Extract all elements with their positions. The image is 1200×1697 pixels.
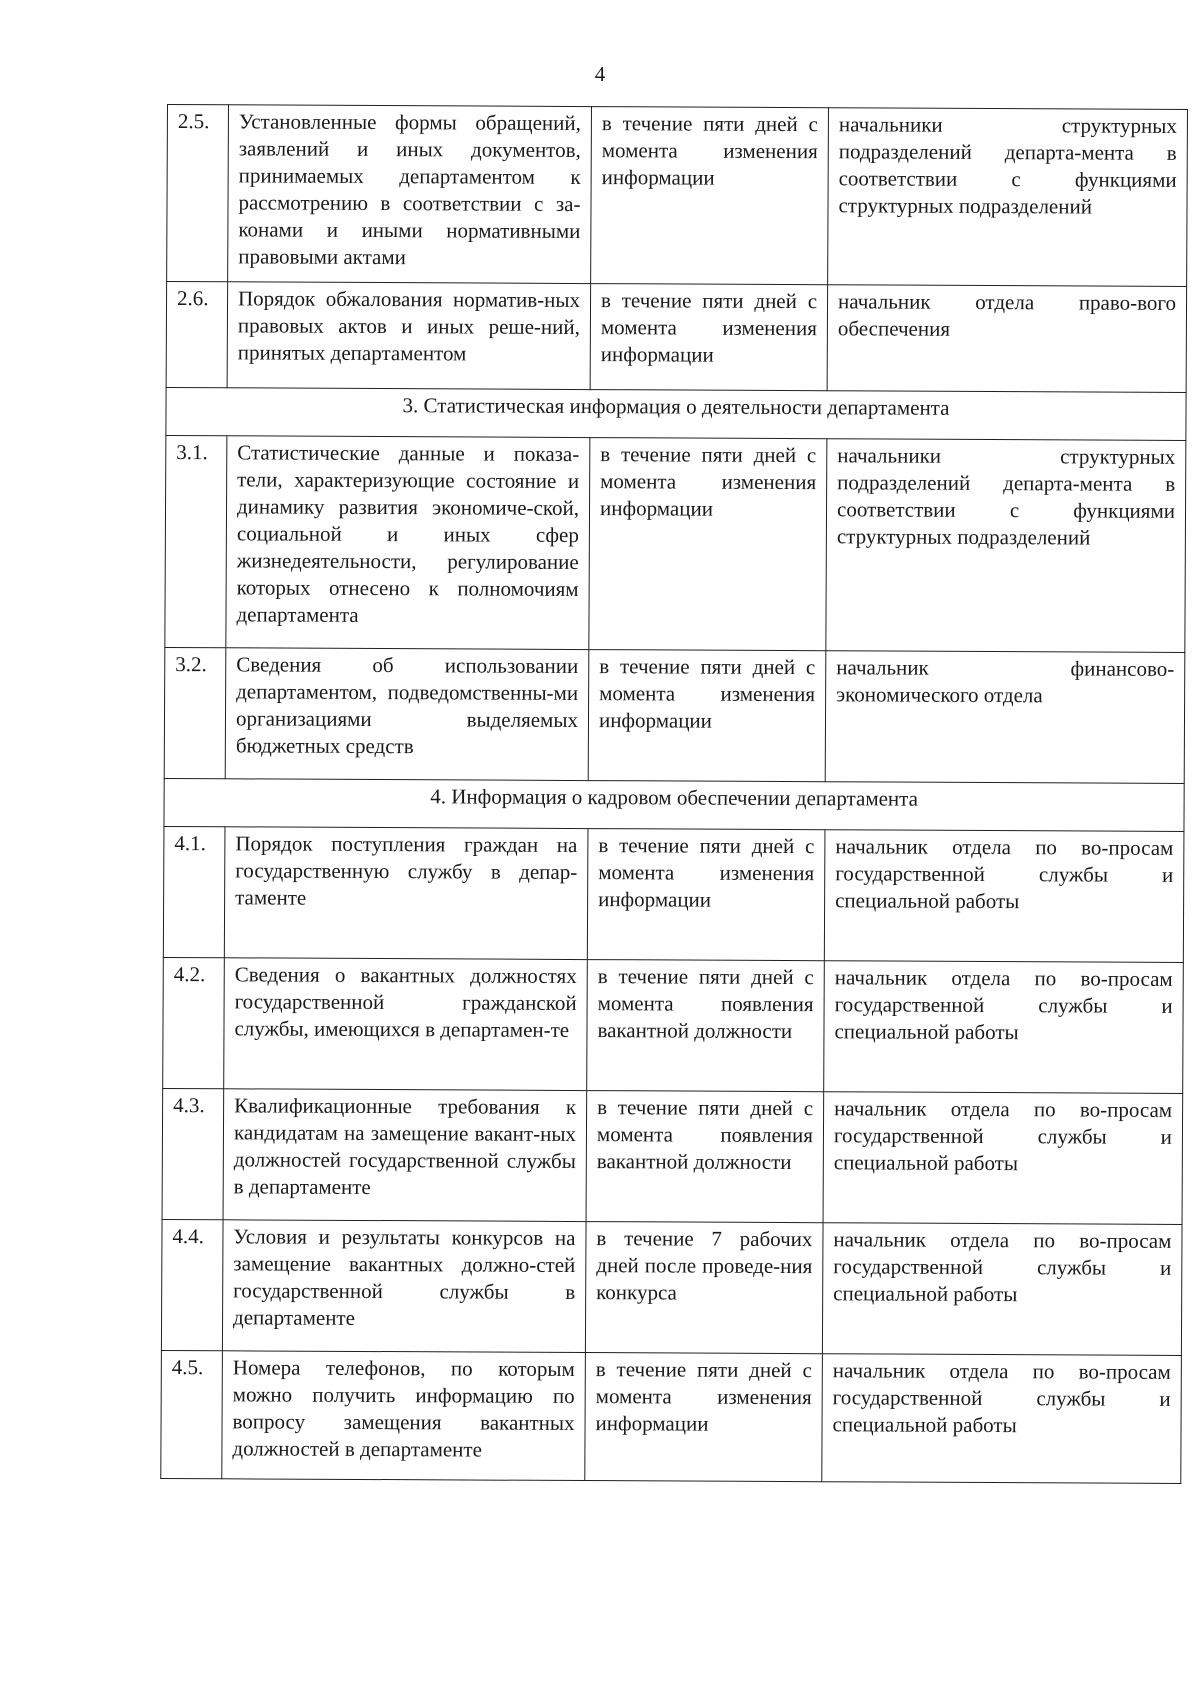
item-deadline: в течение пяти дней с момента изменения информации: [591, 107, 829, 285]
item-deadline: в течение пяти дней с момента изменения информации: [588, 650, 826, 782]
table-row: [163, 957, 1184, 1093]
item-number: 4.3.: [162, 1088, 224, 1219]
item-description: Номера телефонов, по которым можно получить информацию по вопросу замещения вакантных должностей в департаменте: [222, 1351, 586, 1481]
section-row: [164, 778, 1184, 831]
item-deadline: в течение пяти дней с момента изменения информации: [590, 284, 828, 391]
item-responsible: начальники структурных подразделений департа-мента в соответствии с функциями структурных подразделений: [826, 439, 1186, 653]
table-row: [165, 435, 1186, 652]
item-description: Квалификационные требования к кандидатам на замещение вакант-ных должностей государственной службы в департаменте: [223, 1089, 587, 1222]
item-deadline: в течение пяти дней с момента изменения информации: [589, 438, 827, 651]
page-number: 4: [594, 62, 606, 86]
table-row: [166, 282, 1187, 393]
table-row: [164, 647, 1185, 783]
section-heading: 3. Статистическая информация о деятельности департамента: [166, 387, 1186, 440]
table-row: [161, 1219, 1182, 1355]
item-description: Условия и результаты конкурсов на замещение вакантных должно-стей государственной службы в департаменте: [222, 1220, 586, 1353]
item-responsible: начальник отдела по во-просам государственной службы и специальной работы: [823, 1092, 1183, 1225]
item-deadline: в течение пяти дней с момента появления вакантной должности: [587, 960, 825, 1092]
item-responsible: начальник отдела по во-просам государственной службы и специальной работы: [824, 830, 1184, 963]
table-row: [167, 105, 1188, 287]
item-responsible: начальник финансово-экономического отдела: [825, 651, 1185, 784]
item-deadline: в течение пяти дней с момента изменения информации: [585, 1353, 823, 1482]
item-description: Порядок обжалования норматив-ных правовых актов и иных реше-ний, принятых департаментом: [227, 282, 591, 390]
information-table: [160, 104, 1188, 1484]
item-description: Порядок поступления граждан на государственную службу в депар-таменте: [224, 827, 588, 960]
item-number: 4.4.: [161, 1219, 223, 1350]
table-row: [162, 1088, 1183, 1224]
item-number: 4.2.: [163, 957, 225, 1088]
item-description: Сведения о вакантных должностях государственной гражданской службы, имеющихся в департамен-те: [224, 958, 588, 1091]
table-row: [163, 826, 1184, 962]
item-deadline: в течение 7 рабочих дней после проведе-ния конкурса: [585, 1222, 823, 1354]
item-deadline: в течение пяти дней с момента изменения информации: [587, 829, 825, 961]
item-responsible: начальник отдела по во-просам государственной службы и специальной работы: [824, 961, 1184, 1094]
item-number: 3.1.: [165, 435, 227, 647]
item-responsible: начальник отдела по во-просам государственной службы и специальной работы: [822, 1223, 1182, 1356]
section-heading: 4. Информация о кадровом обеспечении департамента: [164, 778, 1184, 831]
item-responsible: начальники структурных подразделений департа-мента в соответствии с функциями структурных подразделений: [828, 108, 1188, 287]
item-description: Установленные формы обращений, заявлений и иных документов, принимаемых департаментом к рассмотрению в соответствии с за-конами и иными нормативными правовыми актами: [228, 105, 592, 284]
item-deadline: в течение пяти дней с момента появления вакантной должности: [586, 1091, 824, 1223]
item-number: 2.6.: [166, 282, 228, 388]
item-number: 4.5.: [161, 1350, 223, 1478]
item-description: Сведения об использовании департаментом, подведомственны-ми организациями выделяемых бюджетных средств: [225, 648, 589, 781]
table-row: [161, 1350, 1182, 1483]
item-responsible: начальник отдела право-вого обеспечения: [827, 285, 1187, 393]
item-number: 2.5.: [167, 105, 229, 282]
item-responsible: начальник отдела по во-просам государственной службы и специальной работы: [822, 1354, 1182, 1484]
item-number: 3.2.: [164, 647, 226, 778]
section-row: [166, 387, 1186, 440]
item-number: 4.1.: [163, 826, 225, 957]
item-description: Статистические данные и показа-тели, характеризующие состояние и динамику развития экономиче-ской, социальной и иных сфер жизнедеятельности, регулирование которых отнесено к полномочиям департамента: [226, 436, 590, 650]
